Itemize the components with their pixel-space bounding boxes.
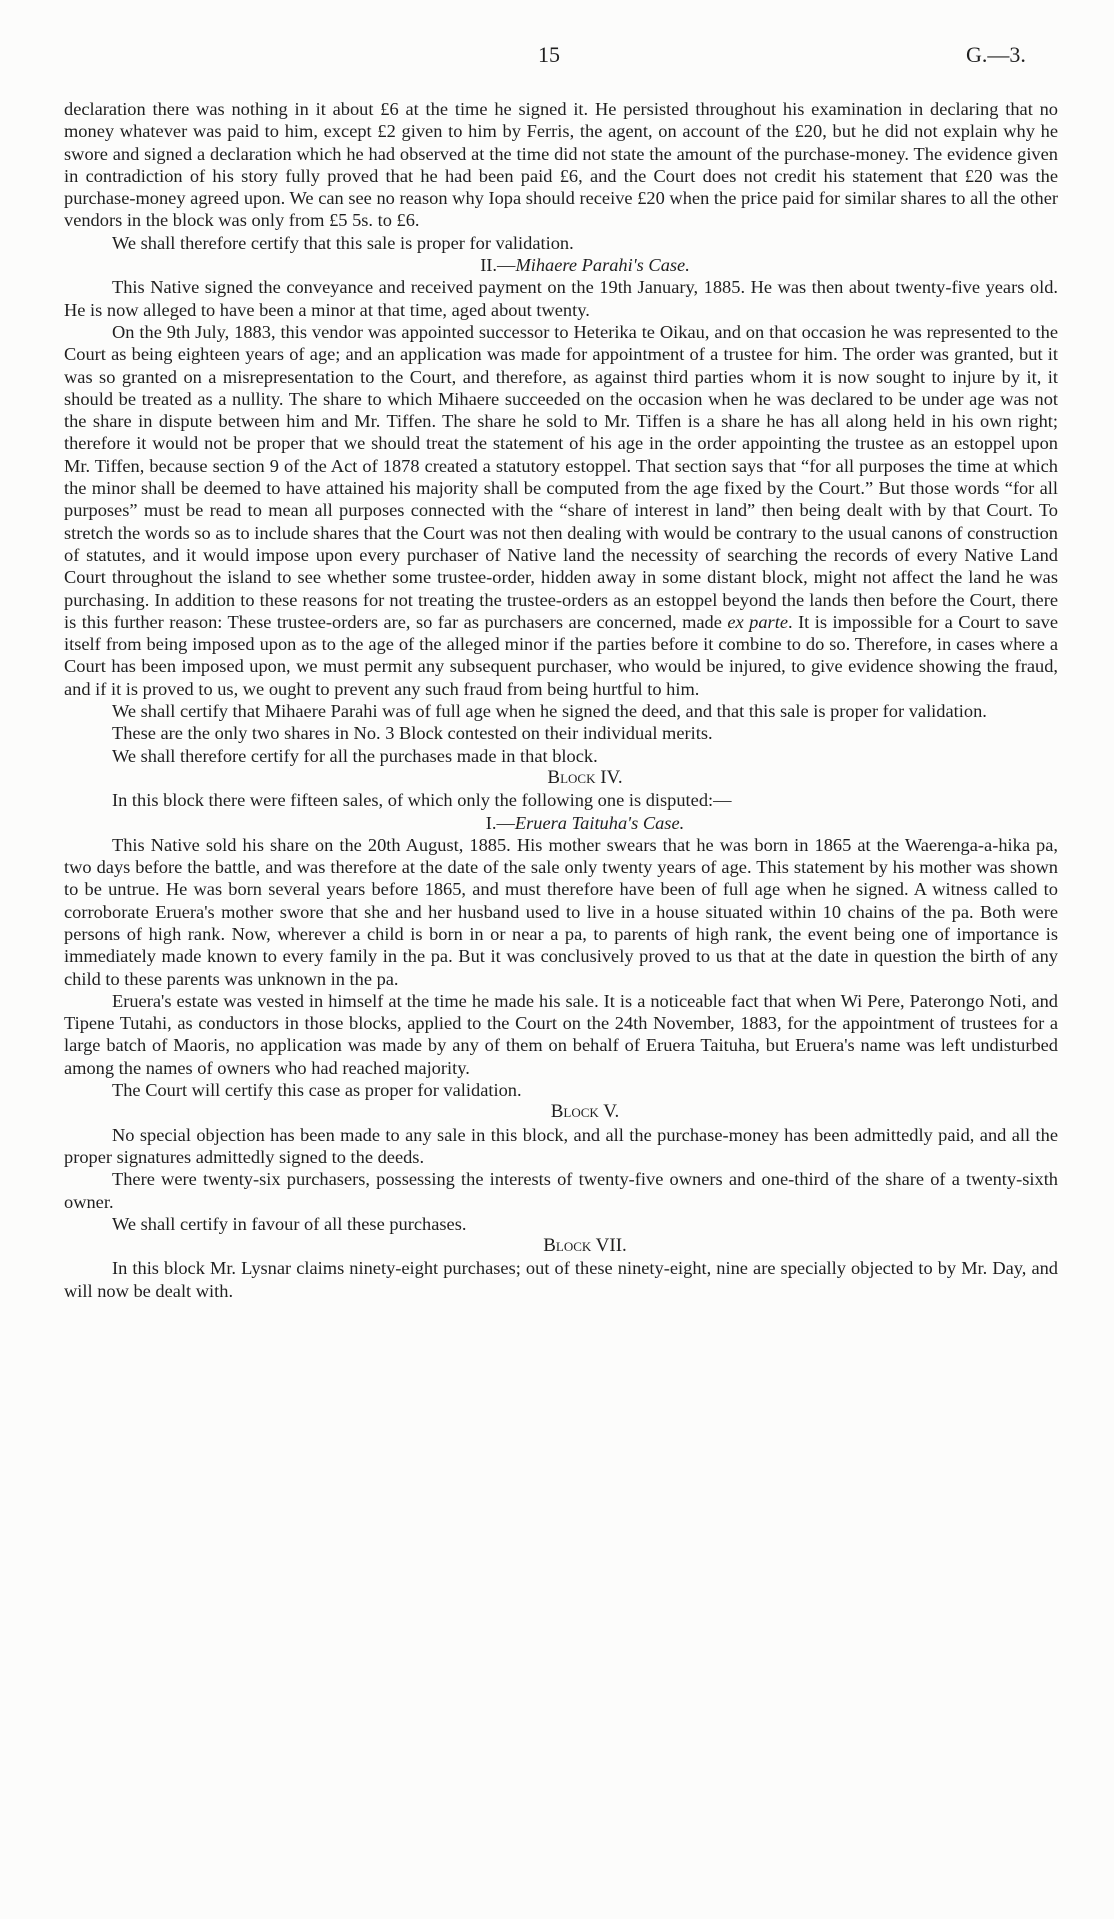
paragraph: We shall certify in favour of all these purchases. bbox=[112, 1213, 467, 1234]
case-heading bbox=[64, 812, 1058, 834]
block-heading: Block V. bbox=[550, 1101, 620, 1123]
paragraph: No special objection has been made to any sale in this block, and all the purchase-money has been admittedly paid, and all the proper signatures admittedly signed to the deeds. bbox=[64, 1124, 1058, 1167]
block-heading: Block VII. bbox=[543, 1235, 627, 1257]
paragraph-text: On the 9th July, 1883, this vendor was appointed successor to Heterika te Oikau, and on that occasion he was represented to the Court as being eighteen years of age; and an application was made for appointment of a trustee for him. The order was granted, but it was so granted on a misrepresentation to the Court, and therefore, as against third parties whom it is now sought to injure by it, it should be treated as a nullity. The share to which Mihaere succeeded on the occasion when he was declared to be under age was not the share in dispute between him and Mr. Tiffen. The share he sold to Mr. Tiffen is a share he has all along held in his own right; therefore it would not be proper that we should treat the statement of his age in the order appointing the trustee as an estoppel upon Mr. Tiffen, because section 9 of the Act of 1878 created a statutory estoppel. That section says that “for all purposes the time at which the minor shall be deemed to have attained his majority shall be computed from the age fixed by the Court.” But those words “for all purposes” must be read to mean all purposes connected with the “share of interest in land” then being dealt with by that Court. To stretch the words so as to include shares that the Court was not then dealing with would be contrary to the usual canons of construction of statutes, and it would impose upon every purchaser of Native land the necessity of searching the records of every Native Land Court throughout the island to see whether some trustee-order, hidden away in some distant block, might not affect the land he was purchasing. In addition to these reasons for not treating the trustee-orders as an estoppel beyond the lands then before the Court, there is this further reason: These trustee-orders are, so far as purchasers are concerned, made bbox=[64, 321, 1058, 632]
paragraph: Eruera's estate was vested in himself at the time he made his sale. It is a noticeable fact that when Wi Pere, Paterongo Noti, and Tipene Tutahi, as conductors in those blocks, applied to the Court on the 24th November, 1883, for the appointment of trustees for a large batch of Maoris, no application was made by any of them on behalf of Eruera Taituha, but Eruera's name was left undisturbed among the names of owners who had reached majority. bbox=[64, 990, 1058, 1078]
paragraph: There were twenty-six purchasers, possessing the interests of twenty-five owners and one-third of the share of a twenty-sixth owner. bbox=[64, 1169, 1058, 1212]
block-heading: Block IV. bbox=[547, 766, 623, 788]
document-body bbox=[64, 98, 1058, 1302]
paragraph: This Native sold his share on the 20th August, 1885. His mother swears that he was born in 1865 at the Waerenga-a-hika pa, two days before the battle, and was therefore at the date of the sale only twenty years of age. This statement by his mother was shown to be untrue. He was born several years before 1865, and must therefore have been of full age when he signed. A witness called to corroborate Eruera's mother swore that she and her husband used to live in a house situated within 10 chains of the pa. Both were persons of high rank. Now, wherever a child is born in or near a pa, to parents of high rank, the event being one of importance is immediately made known to every family in the pa. But it was conclusively proved to us that at the date in question the birth of any child to these parents was unknown in the pa. bbox=[64, 834, 1058, 989]
document-reference: G.—3. bbox=[966, 42, 1026, 67]
paragraph-text: . It is impossible for a Court to save itself from being imposed upon as to the age of the alleged minor if the parties before it combine to do so. Therefore, in cases where a Court has been imposed upon, we must permit any subsequent purchaser, who would be injured, to give evidence showing the fraud, and if it is proved to us, we ought to prevent any such fraud from being hurtful to him. bbox=[64, 611, 1058, 699]
italic-term: ex parte bbox=[727, 611, 788, 632]
paragraph: In this block there were fifteen sales, of which only the following one is disputed:— bbox=[112, 790, 732, 811]
paragraph: These are the only two shares in No. 3 Block contested on their individual merits. bbox=[112, 723, 713, 744]
case-title: Eruera Taituha's Case. bbox=[514, 812, 685, 833]
paragraph: We shall therefore certify for all the purchases made in that block. bbox=[112, 745, 598, 766]
paragraph: The Court will certify this case as proper for validation. bbox=[112, 1080, 522, 1101]
paragraph bbox=[64, 321, 1058, 700]
paragraph: This Native signed the conveyance and received payment on the 19th January, 1885. He was then about twenty-five years old. He is now alleged to have been a minor at that time, aged about twenty. bbox=[64, 277, 1058, 320]
paragraph: In this block Mr. Lysnar claims ninety-eight purchases; out of these ninety-eight, nine are specially objected to by Mr. Day, and will now be dealt with. bbox=[64, 1258, 1058, 1301]
case-number: II.— bbox=[480, 255, 516, 276]
page-number: 15 bbox=[538, 42, 560, 67]
paragraph: declaration there was nothing in it about £6 at the time he signed it. He persisted throughout his examination in declaring that no money whatever was paid to him, except £2 given to him by Ferris, the agent, on account of the £20, but he did not explain why he swore and signed a declaration which he had observed at the time did not state the amount of the purchase-money. The evidence given in contradiction of his story fully proved that he had been paid £6, and the Court does not credit his statement that £20 was the purchase-money agreed upon. We can see no reason why Iopa should receive £20 when the price paid for similar shares to all the other vendors in the block was only from £5 5s. to £6. bbox=[64, 99, 1058, 231]
paragraph: We shall certify that Mihaere Parahi was of full age when he signed the deed, and that this sale is proper for validation. bbox=[112, 701, 987, 722]
case-title: Mihaere Parahi's Case. bbox=[515, 255, 690, 276]
case-number: I.— bbox=[485, 812, 515, 833]
paragraph: We shall therefore certify that this sale is proper for validation. bbox=[112, 232, 574, 253]
case-heading bbox=[64, 254, 1058, 276]
